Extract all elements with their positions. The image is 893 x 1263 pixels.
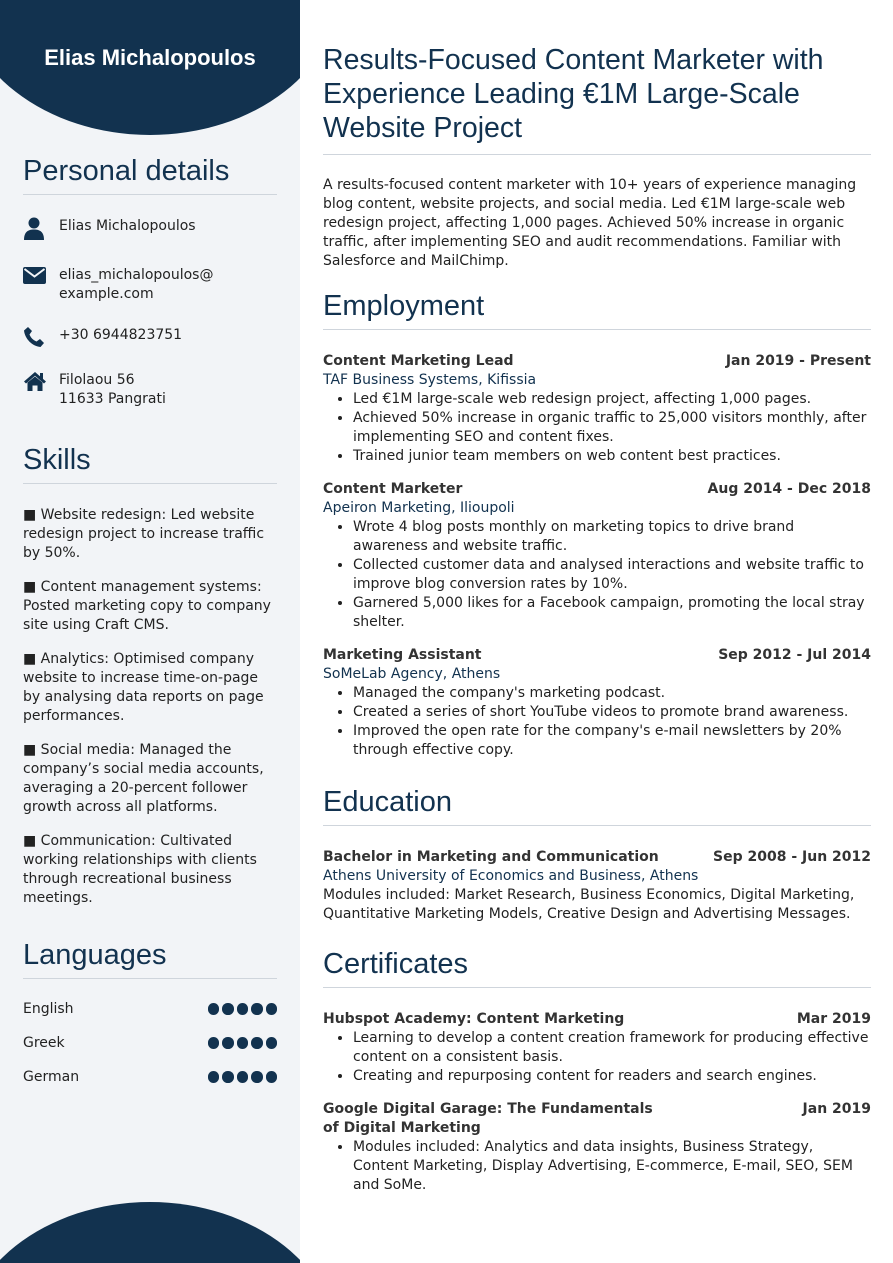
job-entry (323, 352, 871, 466)
skill-item: ■ Analytics: Optimised company website to increase time-on-page by analysing data reports on page performances. (23, 651, 264, 724)
job-dates: Aug 2014 - Dec 2018 (707, 481, 871, 497)
job-bullet: • Managed the company's marketing podcast. (353, 684, 871, 703)
language-name: English (23, 1001, 74, 1017)
resume-headline: Results-Focused Content Marketer with Experience Leading €1M Large-Scale Website Project (323, 43, 871, 155)
level-dot (237, 1037, 249, 1049)
skill-item: ■ Communication: Cultivated working relationships with clients through recreational business meetings. (23, 833, 257, 906)
address-line-1: Filolaou 56 (59, 372, 135, 388)
job-employer: Apeiron Marketing, Ilioupoli (323, 500, 515, 516)
sidebar (0, 0, 300, 1263)
level-dot (208, 1071, 220, 1083)
certificate-bullet: • Creating and repurposing content for readers and search engines. (353, 1067, 871, 1086)
skills-section (23, 444, 277, 908)
job-entry (323, 646, 871, 760)
address-line-2: 11633 Pangrati (59, 391, 166, 407)
level-dot (208, 1003, 220, 1015)
job-bullets (323, 518, 871, 632)
personal-details-title: Personal details (23, 155, 277, 195)
certificate-bullets (323, 1029, 871, 1086)
personal-details-section (23, 155, 277, 409)
envelope-icon (23, 266, 59, 284)
detail-name-text: Elias Michalopoulos (59, 218, 196, 234)
certificate-name-line-2: of Digital Marketing (323, 1120, 481, 1136)
education-title: Education (323, 786, 871, 826)
email-line-2: example.com (59, 286, 154, 302)
detail-address (23, 371, 277, 409)
level-dot (237, 1003, 249, 1015)
job-role: Content Marketer (323, 481, 463, 497)
education-details: Modules included: Market Research, Business Economics, Digital Marketing, Quantitative Marketing Models, Creative Design and Advertising Messages. (323, 887, 855, 922)
employment-title: Employment (323, 290, 871, 330)
level-dot (251, 1037, 263, 1049)
certificates-title: Certificates (323, 948, 871, 988)
detail-phone (23, 326, 277, 348)
certificate-bullet: • Learning to develop a content creation framework for producing effective content on a consistent basis. (353, 1029, 871, 1067)
sidebar-footer-shape (0, 1202, 300, 1263)
job-entry (323, 480, 871, 632)
certificate-bullet: • Modules included: Analytics and data insights, Business Strategy, Content Marketing, Display Advertising, E-commerce, E-mail, SEO, SEM and SoMe. (353, 1138, 871, 1195)
detail-name (23, 217, 277, 241)
job-employer: SoMeLab Agency, Athens (323, 666, 501, 682)
language-row (23, 1033, 277, 1053)
certificate-name: Hubspot Academy: Content Marketing (323, 1011, 625, 1027)
detail-email-text (59, 266, 213, 304)
certificates-section (323, 948, 871, 1195)
language-level (208, 1037, 278, 1049)
job-bullets (323, 390, 871, 466)
certificate-entry (323, 1100, 871, 1195)
home-icon (23, 371, 59, 392)
skill-item: ■ Content management systems: Posted marketing copy to company site using Craft CMS. (23, 579, 271, 633)
language-level (208, 1071, 278, 1083)
job-bullet: • Achieved 50% increase in organic traffic to 25,000 visitors monthly, after implementing SEO and content fixes. (353, 409, 871, 447)
level-dot (208, 1037, 220, 1049)
level-dot (266, 1037, 278, 1049)
language-name: Greek (23, 1035, 65, 1051)
phone-icon (23, 326, 59, 348)
detail-address-text (59, 371, 166, 409)
candidate-name: Elias Michalopoulos (44, 45, 256, 70)
certificate-name-line-1: Google Digital Garage: The Fundamentals (323, 1101, 653, 1117)
job-role: Content Marketing Lead (323, 353, 514, 369)
level-dot (222, 1003, 234, 1015)
email-line-1: elias_michalopoulos@ (59, 267, 214, 283)
language-name: German (23, 1069, 80, 1085)
skill-item: ■ Social media: Managed the company’s social media accounts, averaging a 20-percent follower growth across all platforms. (23, 742, 264, 815)
job-bullet: • Wrote 4 blog posts monthly on marketing topics to drive brand awareness and website traffic. (353, 518, 871, 556)
level-dot (251, 1071, 263, 1083)
person-icon (23, 217, 59, 241)
certificate-name (323, 1100, 653, 1138)
language-row (23, 1067, 277, 1087)
certificate-entry (323, 1010, 871, 1086)
languages-section (23, 939, 277, 1087)
level-dot (222, 1037, 234, 1049)
education-section (323, 786, 871, 924)
level-dot (266, 1071, 278, 1083)
languages-title: Languages (23, 939, 277, 979)
skills-title: Skills (23, 444, 277, 484)
education-entry (323, 848, 871, 924)
education-dates: Sep 2008 - Jun 2012 (713, 849, 871, 865)
job-role: Marketing Assistant (323, 647, 482, 663)
language-row (23, 999, 277, 1019)
certificate-date: Jan 2019 (802, 1101, 871, 1117)
job-employer: TAF Business Systems, Kifissia (323, 372, 537, 388)
level-dot (266, 1003, 278, 1015)
detail-phone-text: +30 6944823751 (59, 327, 183, 343)
skill-item: ■ Website redesign: Led website redesign project to increase traffic by 50%. (23, 507, 265, 561)
level-dot (237, 1071, 249, 1083)
job-bullet: • Improved the open rate for the company's e-mail newsletters by 20% through effective copy. (353, 722, 871, 760)
profile-summary: A results-focused content marketer with 10+ years of experience managing blog content, website projects, and social media. Led €1M large-scale web redesign project, affecting 1,000 pages. Achieved 50% increase in organic traffic, after implementing SEO and audit recommendations. Familiar with Salesforce and MailChimp. (323, 177, 857, 269)
language-level (208, 1003, 278, 1015)
level-dot (222, 1071, 234, 1083)
certificate-date: Mar 2019 (796, 1011, 871, 1027)
job-bullet: • Trained junior team members on web content best practices. (353, 447, 871, 466)
job-bullet: • Collected customer data and analysed interactions and website traffic to improve blog conversion rates by 10%. (353, 556, 871, 594)
job-bullet: • Garnered 5,000 likes for a Facebook campaign, promoting the local stray shelter. (353, 594, 871, 632)
job-bullets (323, 684, 871, 760)
employment-section (323, 290, 871, 760)
job-bullet: • Created a series of short YouTube videos to promote brand awareness. (353, 703, 871, 722)
level-dot (251, 1003, 263, 1015)
degree-name: Bachelor in Marketing and Communication (323, 849, 659, 865)
job-dates: Sep 2012 - Jul 2014 (718, 647, 871, 663)
job-bullet: • Led €1M large-scale web redesign project, affecting 1,000 pages. (353, 390, 871, 409)
job-dates: Jan 2019 - Present (725, 353, 871, 369)
detail-email (23, 266, 277, 304)
school-name: Athens University of Economics and Business, Athens (323, 868, 699, 884)
certificate-bullets (323, 1138, 871, 1195)
